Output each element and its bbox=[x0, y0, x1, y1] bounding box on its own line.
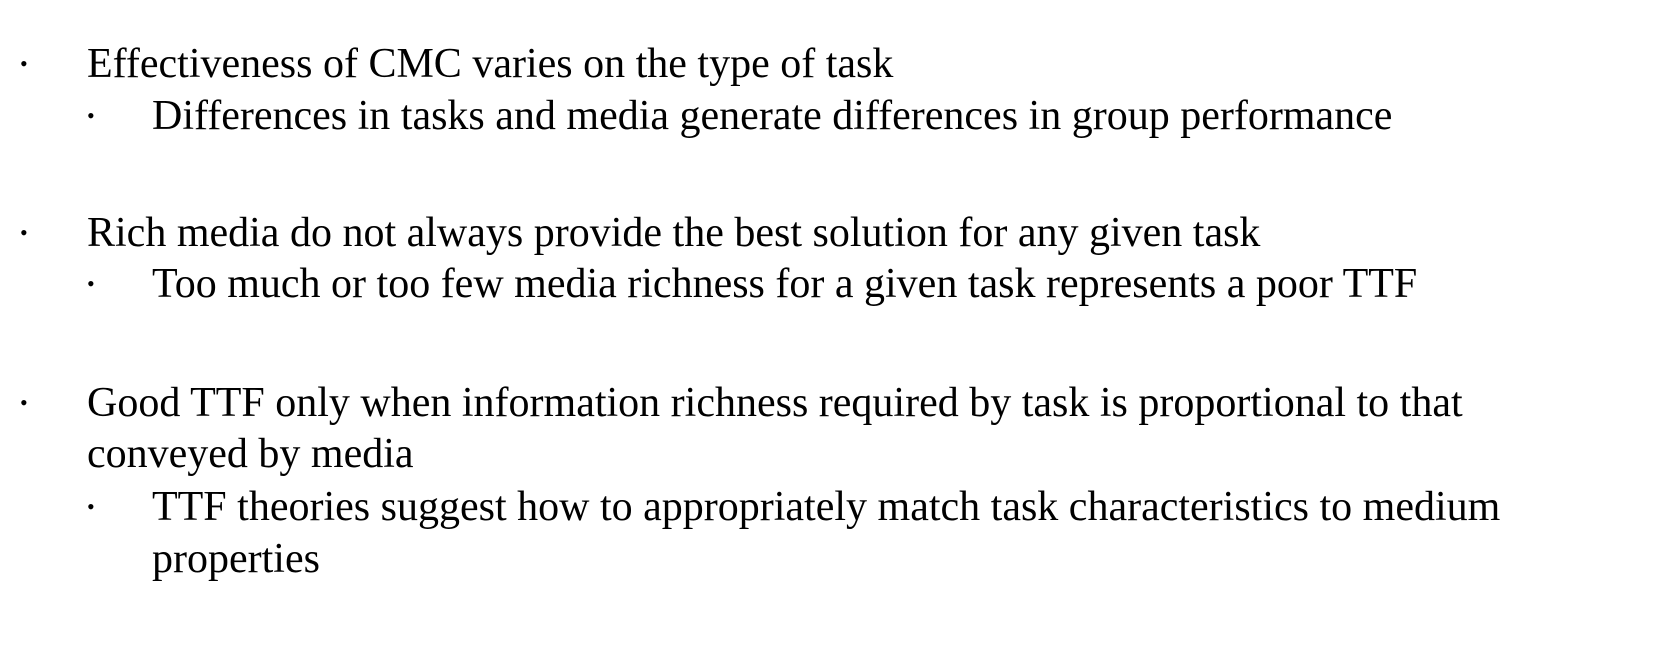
bullet-marker: • bbox=[20, 390, 28, 415]
bullet-level2-3-line2: properties bbox=[152, 536, 320, 582]
bullet-level1-1: Effectiveness of CMC varies on the type of task bbox=[87, 41, 894, 87]
bullet-level2-2: Too much or too few media richness for a given task represents a poor TTF bbox=[152, 261, 1418, 307]
bullet-marker: • bbox=[20, 220, 28, 245]
bullet-marker: • bbox=[20, 51, 28, 76]
bullet-marker: • bbox=[87, 271, 95, 296]
bullet-level1-2: Rich media do not always provide the best solution for any given task bbox=[87, 210, 1261, 256]
bullet-marker: • bbox=[87, 103, 95, 128]
bullet-level1-3-line2: conveyed by media bbox=[87, 431, 414, 477]
bullet-level2-1: Differences in tasks and media generate differences in group performance bbox=[152, 93, 1393, 139]
bullet-level2-3-line1: TTF theories suggest how to appropriately match task characteristics to medium bbox=[152, 484, 1501, 530]
bullet-marker: • bbox=[87, 494, 95, 519]
bullet-level1-3-line1: Good TTF only when information richness required by task is proportional to that bbox=[87, 380, 1463, 426]
